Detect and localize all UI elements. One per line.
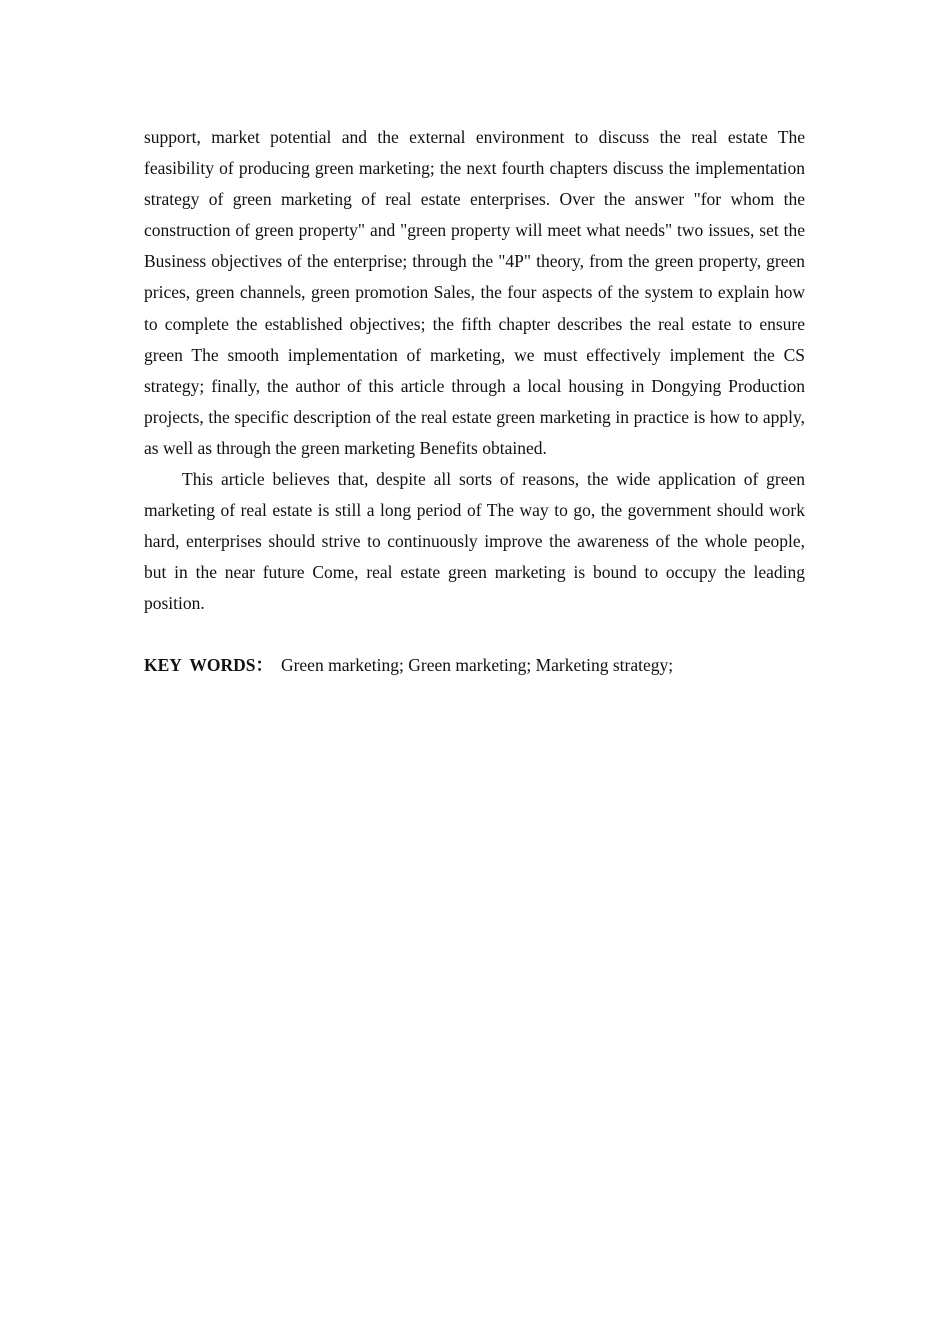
abstract-paragraph-conclusion: This article believes that, despite all sorts of reasons, the wide application of green marketing of real estate is still a long period of The way to go, the government should work hard, enterprises should strive to continuously improve the awareness of the whole people, but in the near future Come, real estate green marketing is bound to occupy the leading position. <box>144 469 805 614</box>
abstract-paragraph-continued: support, market potential and the external environment to discuss the real estate The feasibility of producing green marketing; the next fourth chapters discuss the implementation strategy of green marketing of real estate enterprises. Over the answer "for whom the construction of green property" and "green property will meet what needs" two issues, set the Business objectives of the enterprise; through the "4P" theory, from the green property, green prices, green channels, green promotion Sales, the four aspects of the system to explain how to complete the established objectives; the fifth chapter describes the real estate to ensure green The smooth implementation of marketing, we must effectively implement the CS strategy; finally, the author of this article through a local housing in Dongying Production projects, the specific description of the real estate green marketing in practice is how to apply, as well as through the green marketing Benefits obtained. <box>144 127 805 458</box>
keywords-label: KEY WORDS： <box>144 654 273 675</box>
keywords-value: Green marketing; Green marketing; Marketing strategy; <box>280 654 674 675</box>
abstract-body <box>144 122 805 681</box>
keywords-line <box>144 650 805 681</box>
